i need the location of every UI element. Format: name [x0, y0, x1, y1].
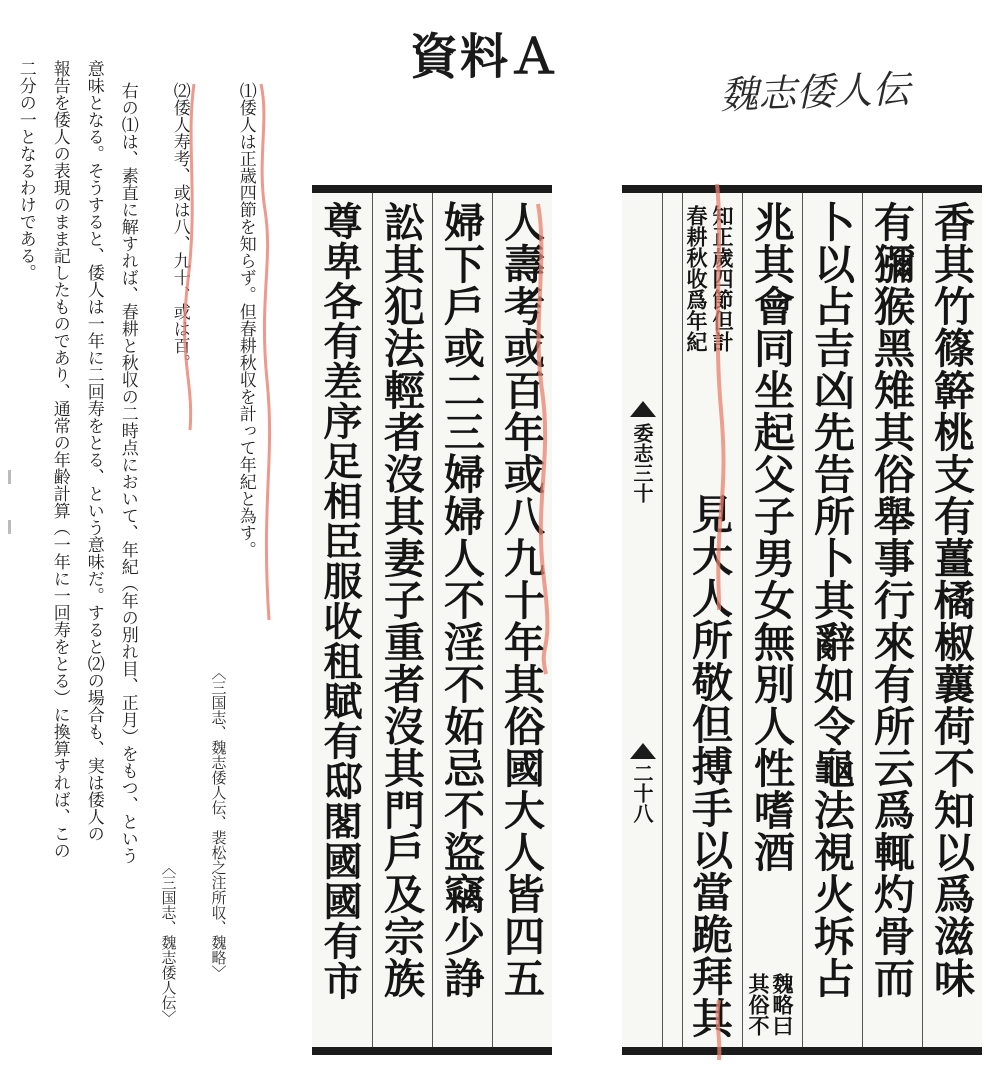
classical-text-column: 尊卑各有差序足相臣服收租賦有邸閣國國有市	[317, 201, 363, 1001]
margin-triangle-icon	[630, 743, 656, 759]
body-line-4: 二分の一となるわけである。	[15, 60, 36, 281]
margin-label: 二十八	[630, 763, 654, 823]
woodblock-plate-left	[312, 185, 552, 1055]
scan-artifact	[8, 470, 11, 484]
page-title: 資料Ａ	[409, 29, 560, 85]
red-marker-note2	[180, 80, 210, 440]
margin-label: 委志三十	[630, 423, 654, 503]
body-line-1: 右の⑴は、素直に解すれば、春耕と秋収の二時点において、年紀（年の別れ目、正月）をもつ、という	[117, 82, 138, 864]
red-marker-plate-right	[705, 180, 735, 1080]
margin-triangle-icon	[630, 401, 656, 417]
classical-text-column: 見大人所敬但搏手以當跪拜其	[685, 493, 733, 1039]
classical-text-column: 卜以占吉凶先告所卜其辭如令龜法視火坼占	[807, 201, 855, 999]
inline-note: 其俗不	[746, 973, 771, 1036]
note-2: ⑵倭人寿考、或は八、九十、或は百。	[169, 82, 190, 371]
body-line-3: 報告を倭人の表現のまま記したものであり、通常の年齢計算（一年に一回寿をとる）に換算すれば、この	[49, 60, 70, 859]
classical-text-column: 有獼猴黑雉其俗舉事行來有所云爲輒灼骨而	[867, 201, 915, 999]
inline-note: 魏略曰	[770, 973, 795, 1036]
classical-text-column: 婦下戶或二三婦婦人不淫不妬忌不盜竊少諍	[437, 201, 485, 999]
red-marker-plate-left	[528, 200, 558, 680]
classical-text-column: 人壽考或百年或八九十年其俗國大人皆四五	[497, 201, 545, 999]
source-citation-2: 〈三国志、魏志倭人伝〉	[159, 860, 178, 1025]
note-1: ⑴倭人は正歳四節を知らず。但春耕秋収を計って年紀と為す。	[235, 82, 256, 558]
classical-text-column: 訟其犯法輕者沒其妻子重者沒其門戶及宗族	[377, 201, 425, 999]
body-line-2: 意味となる。そうすると、倭人は一年に二回寿をとる、という意味だ。すると⑵の場合も、実は倭人の	[83, 60, 104, 842]
classical-text-column: 兆其會同坐起父子男女無別人性嗜酒	[747, 201, 795, 873]
small-text-column: 春耕秋收爲年紀	[684, 205, 709, 352]
handwritten-caption: 魏志倭人伝	[719, 66, 911, 118]
red-marker-note1	[255, 80, 285, 640]
woodblock-plate-right	[622, 185, 982, 1055]
scan-artifact	[8, 520, 11, 534]
small-text-column: 知正歲四節但計	[710, 205, 735, 352]
source-citation-1: 〈三国志、魏志倭人伝、裴松之注所収、魏略〉	[209, 665, 228, 980]
classical-text-column: 香其竹篠簳桃支有薑橘椒蘘荷不知以爲滋味	[927, 201, 975, 999]
